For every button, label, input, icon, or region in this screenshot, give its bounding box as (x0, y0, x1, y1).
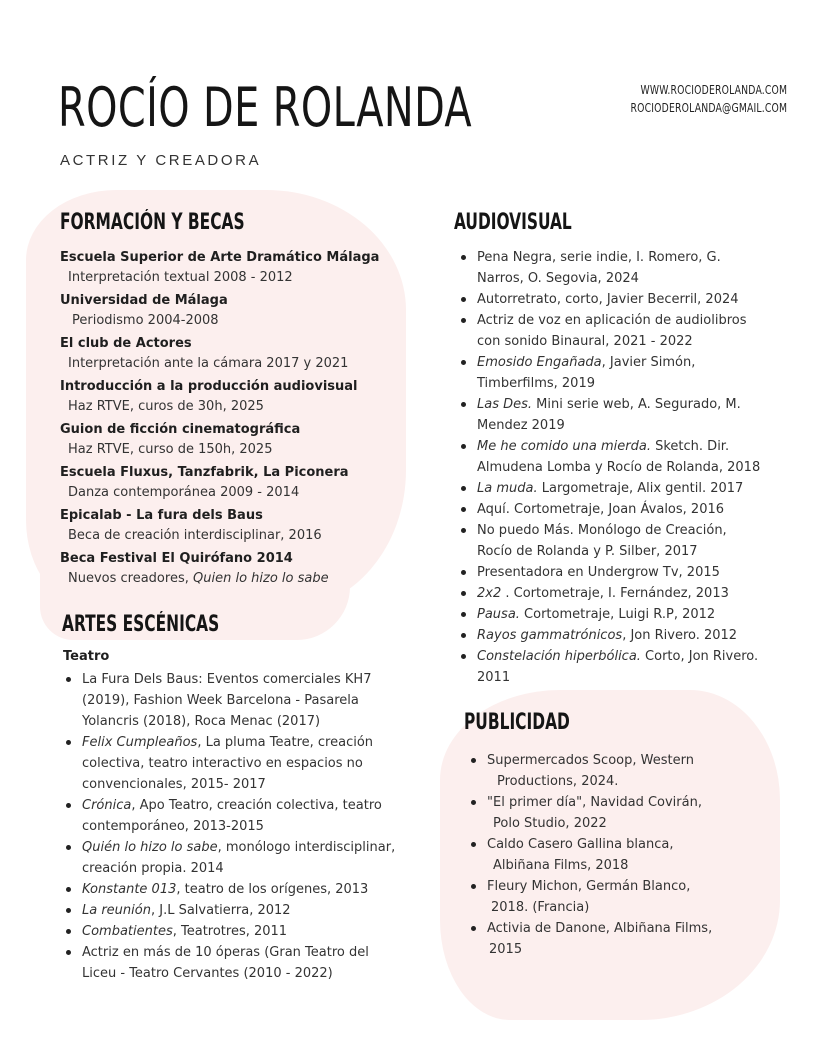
list-item (465, 750, 765, 792)
list-item (60, 921, 400, 942)
theatre-subheading: Teatro (63, 649, 110, 664)
stage-heading: ARTES ESCÉNICAS (62, 612, 220, 637)
education-item-detail: Haz RTVE, curso de 150h, 2025 (68, 442, 273, 457)
list-item-text: Albiñana Films, 2018 (493, 858, 629, 873)
list-item (465, 918, 765, 960)
list-item-title: Pausa. (477, 607, 520, 622)
education-item-title: Introducción a la producción audiovisual (60, 379, 358, 394)
list-item-text: , Jon Rivero. 2012 (622, 628, 738, 643)
list-item (60, 879, 400, 900)
list-item-title: Combatientes (82, 924, 173, 939)
list-item-title: Las Des. (477, 397, 533, 412)
education-list (60, 248, 400, 592)
education-item-detail-italic: Quien lo hizo lo sabe (193, 571, 329, 586)
list-item-text: Actriz de voz en aplicación de audiolibros con sonido Binaural, 2021 - 2022 (477, 313, 747, 349)
list-item-title: Constelación hiperbólica. (477, 649, 641, 664)
education-item-title: Beca Festival El Quirófano 2014 (60, 551, 293, 566)
list-item (465, 792, 765, 834)
list-item-text: Actriz en más de 10 óperas (Gran Teatro del Liceu - Teatro Cervantes (2010 - 2022) (82, 945, 369, 981)
audiovisual-heading: AUDIOVISUAL (454, 210, 572, 235)
list-item (60, 669, 400, 732)
stage-list (60, 669, 400, 984)
list-item-text: Aquí. Cortometraje, Joan Ávalos, 2016 (477, 502, 725, 517)
education-item-detail (60, 568, 400, 589)
education-item-detail: Interpretación textual 2008 - 2012 (68, 270, 293, 285)
list-item-title: Me he comido una mierda. (477, 439, 651, 454)
education-item-title: Epicalab - La fura dels Baus (60, 508, 263, 523)
list-item (60, 795, 400, 837)
list-item (60, 942, 400, 984)
list-item-text: Largometraje, Alix gentil. 2017 (537, 481, 744, 496)
list-item (455, 646, 765, 688)
list-item (455, 583, 765, 604)
list-item (465, 876, 765, 918)
list-item (455, 394, 765, 436)
list-item-text: , monólogo interdisciplinar, creación propia. 2014 (82, 840, 396, 876)
education-item-detail: Haz RTVE, curos de 30h, 2025 (68, 399, 264, 414)
list-item-text: 2015 (489, 942, 523, 957)
education-item-title: Escuela Fluxus, Tanzfabrik, La Piconera (60, 465, 349, 480)
list-item-text: Supermercados Scoop, Western (487, 753, 694, 768)
education-item-title: Guion de ficción cinematográfica (60, 422, 301, 437)
list-item (455, 499, 765, 520)
list-item-title: Felix Cumpleaños (82, 735, 198, 750)
education-item-detail-text: Nuevos creadores, (68, 571, 193, 586)
list-item (455, 625, 765, 646)
list-item-text: Cortometraje, Luigi R.P, 2012 (519, 607, 716, 622)
list-item-title: La reunión (82, 903, 151, 918)
list-item (455, 478, 765, 499)
advertising-list (465, 750, 765, 960)
page-title: ROCÍO DE ROLANDA (58, 76, 473, 139)
list-item (455, 310, 765, 352)
list-item-text: , La pluma Teatre, creación colectiva, teatro interactivo en espacios no convencionales, 2015- 2017 (82, 735, 374, 792)
page-subtitle: ACTRIZ Y CREADORA (60, 152, 262, 169)
list-item-text: No puedo Más. Monólogo de Creación, Rocío de Rolanda y P. Silber, 2017 (477, 523, 727, 559)
list-item-text: Caldo Casero Gallina blanca, (487, 837, 674, 852)
list-item-text: Presentadora en Undergrow Tv, 2015 (477, 565, 720, 580)
list-item-text: Corto, Jon Rivero. 2011 (477, 649, 759, 685)
list-item-text: , Apo Teatro, creación colectiva, teatro contemporáneo, 2013-2015 (82, 798, 382, 834)
education-item (60, 549, 400, 589)
list-item-title: Quién lo hizo lo sabe (82, 840, 218, 855)
list-item-text: Sketch. Dir. Almudena Lomba y Rocío de Rolanda, 2018 (477, 439, 761, 475)
list-item (455, 289, 765, 310)
list-item-title: Konstante 013 (82, 882, 177, 897)
list-item (465, 834, 765, 876)
education-item (60, 506, 400, 546)
list-item-text: La Fura Dels Baus: Eventos comerciales KH7 (2019), Fashion Week Barcelona - Pasarela Yolancris (2018), Roca Menac (2017) (82, 672, 372, 729)
list-item-text: . Cortometraje, I. Fernández, 2013 (501, 586, 729, 601)
education-item (60, 334, 400, 374)
list-item (60, 900, 400, 921)
education-item (60, 291, 400, 331)
education-item-detail: Beca de creación interdisciplinar, 2016 (68, 528, 322, 543)
education-item (60, 377, 400, 417)
education-item-title: Universidad de Málaga (60, 293, 228, 308)
advertising-heading: PUBLICIDAD (464, 710, 570, 735)
list-item (455, 436, 765, 478)
list-item (60, 732, 400, 795)
list-item (455, 604, 765, 625)
list-item-title: La muda. (477, 481, 538, 496)
education-heading: FORMACIÓN Y BECAS (60, 210, 245, 235)
list-item-text: Polo Studio, 2022 (493, 816, 607, 831)
list-item (455, 247, 765, 289)
education-item-title: Escuela Superior de Arte Dramático Málaga (60, 250, 380, 265)
education-item-detail: Danza contemporánea 2009 - 2014 (68, 485, 300, 500)
education-item (60, 248, 400, 288)
education-item (60, 463, 400, 503)
list-item-text: , J.L Salvatierra, 2012 (150, 903, 291, 918)
email-link[interactable]: ROCIODEROLANDA@GMAIL.COM (630, 101, 787, 115)
education-item-detail: Periodismo 2004-2008 (72, 313, 219, 328)
list-item-text: Pena Negra, serie indie, I. Romero, G. Narros, O. Segovia, 2024 (477, 250, 721, 286)
education-item-title: El club de Actores (60, 336, 192, 351)
list-item (455, 520, 765, 562)
list-item-title: Crónica (82, 798, 132, 813)
list-item-text: Activia de Danone, Albiñana Films, (487, 921, 713, 936)
list-item-text: , Teatrotres, 2011 (172, 924, 288, 939)
list-item-text: Autorretrato, corto, Javier Becerril, 2024 (477, 292, 739, 307)
list-item-text: Productions, 2024. (497, 774, 619, 789)
contact-info (630, 81, 787, 117)
list-item-text: Fleury Michon, Germán Blanco, (487, 879, 691, 894)
list-item-title: 2x2 (477, 586, 502, 601)
education-item-detail: Interpretación ante la cámara 2017 y 2021 (68, 356, 349, 371)
list-item (60, 837, 400, 879)
list-item-title: Rayos gammatrónicos (477, 628, 623, 643)
list-item-title: Emosido Engañada (477, 355, 602, 370)
list-item (455, 352, 765, 394)
website-link[interactable]: WWW.ROCIODEROLANDA.COM (640, 83, 787, 97)
list-item-text: "El primer día", Navidad Covirán, (487, 795, 702, 810)
list-item-text: 2018. (Francia) (491, 900, 590, 915)
list-item-text: , teatro de los orígenes, 2013 (176, 882, 369, 897)
education-item (60, 420, 400, 460)
list-item-text: , Javier Simón, Timberfilms, 2019 (477, 355, 696, 391)
list-item-text: Mini serie web, A. Segurado, M. Mendez 2019 (477, 397, 741, 433)
list-item (455, 562, 765, 583)
audiovisual-list (455, 247, 765, 688)
